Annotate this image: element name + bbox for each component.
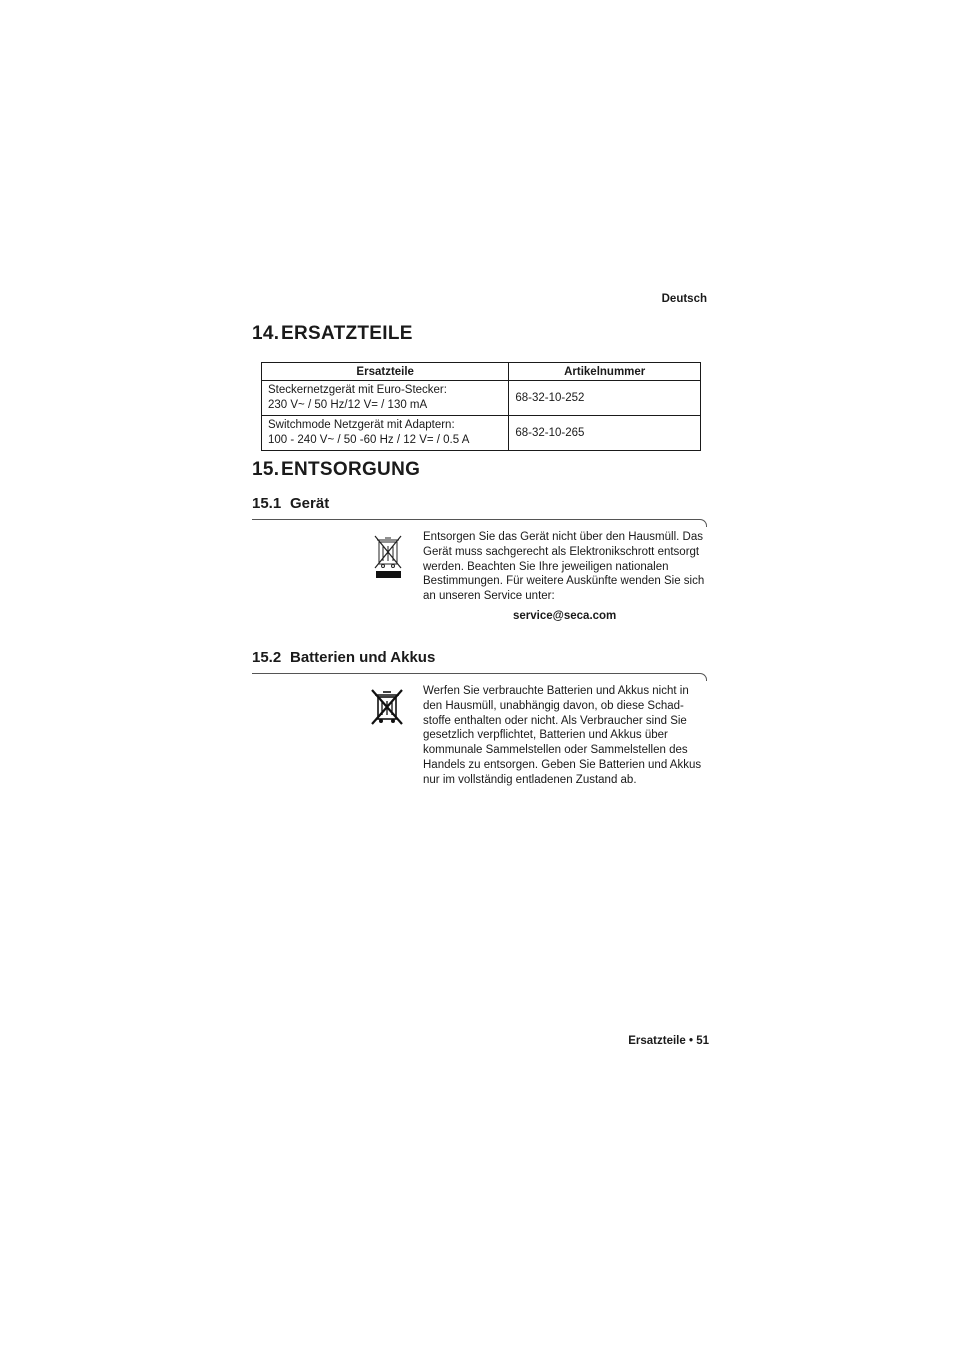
article-number-cell: 68-32-10-252	[509, 381, 701, 416]
section-15-2-number: 15.2	[252, 649, 282, 666]
paragraph-line: werden. Beachten Sie Ihre jeweiligen nationalen	[423, 560, 669, 573]
section-15-number: 15.	[252, 459, 280, 480]
part-description-line: 230 V~ / 50 Hz/12 V= / 130 mA	[268, 399, 428, 411]
section-15-heading	[252, 459, 420, 481]
section-15-2-heading	[252, 649, 435, 666]
part-description-line: 100 - 240 V~ / 50 -60 Hz / 12 V= / 0.5 A	[268, 434, 470, 446]
battery-crossed-bin-icon	[369, 688, 405, 726]
table-header-row	[262, 363, 701, 381]
service-email-link[interactable]: service@seca.com	[513, 610, 617, 622]
part-description-line: Steckernetzgerät mit Euro-Stecker:	[268, 384, 447, 396]
section-divider	[252, 673, 700, 674]
paragraph-line: gesetzlich verpflichtet, Batterien und Akkus über	[423, 729, 668, 742]
paragraph-line: nur im vollständig entladenen Zustand ab.	[423, 773, 637, 786]
part-description-cell	[262, 416, 509, 451]
paragraph-line: kommunale Sammelstellen oder Sammelstellen des	[423, 744, 688, 757]
paragraph-line: den Hausmüll, unabhängig davon, ob diese Schad-	[423, 699, 684, 712]
section-14-heading	[252, 323, 413, 345]
part-description-line: Switchmode Netzgerät mit Adaptern:	[268, 419, 455, 431]
part-description-cell	[262, 381, 509, 416]
section-15-1-paragraph	[423, 530, 713, 604]
table-row	[262, 416, 701, 451]
table-header-cell: Ersatzteile	[262, 363, 509, 381]
paragraph-line: Bestimmungen. Für weitere Auskünfte wenden Sie sich	[423, 575, 705, 588]
table-header-cell: Artikelnummer	[509, 363, 701, 381]
section-15-1-number: 15.1	[252, 495, 282, 512]
section-15-title: ENTSORGUNG	[281, 459, 421, 480]
section-15-1-title: Gerät	[290, 495, 330, 512]
section-14-number: 14.	[252, 323, 280, 344]
paragraph-line: Entsorgen Sie das Gerät nicht über den Hausmüll. Das	[423, 531, 703, 543]
section-divider-corner	[699, 673, 707, 681]
paragraph-line: Gerät muss sachgerecht als Elektronikschrott entsorgt	[423, 545, 700, 558]
language-label: Deutsch	[661, 293, 707, 305]
section-15-2-paragraph	[423, 684, 713, 788]
paragraph-line: an unseren Service unter:	[423, 590, 555, 603]
section-14-title: ERSATZTEILE	[281, 323, 413, 344]
section-15-1-heading	[252, 495, 329, 512]
weee-crossed-bin-icon	[372, 534, 404, 580]
section-15-2-title: Batterien und Akkus	[290, 649, 436, 666]
table-row	[262, 381, 701, 416]
spare-parts-table	[261, 362, 701, 451]
page-footer: Ersatzteile • 51	[628, 1035, 709, 1047]
section-divider-corner	[699, 519, 707, 527]
section-divider	[252, 519, 700, 520]
article-number-cell: 68-32-10-265	[509, 416, 701, 451]
paragraph-line: Werfen Sie verbrauchte Batterien und Akkus nicht in	[423, 685, 689, 697]
paragraph-line: stoffe enthalten oder nicht. Als Verbraucher sind Sie	[423, 714, 687, 727]
paragraph-line: Handels zu entsorgen. Geben Sie Batterien und Akkus	[423, 758, 702, 771]
